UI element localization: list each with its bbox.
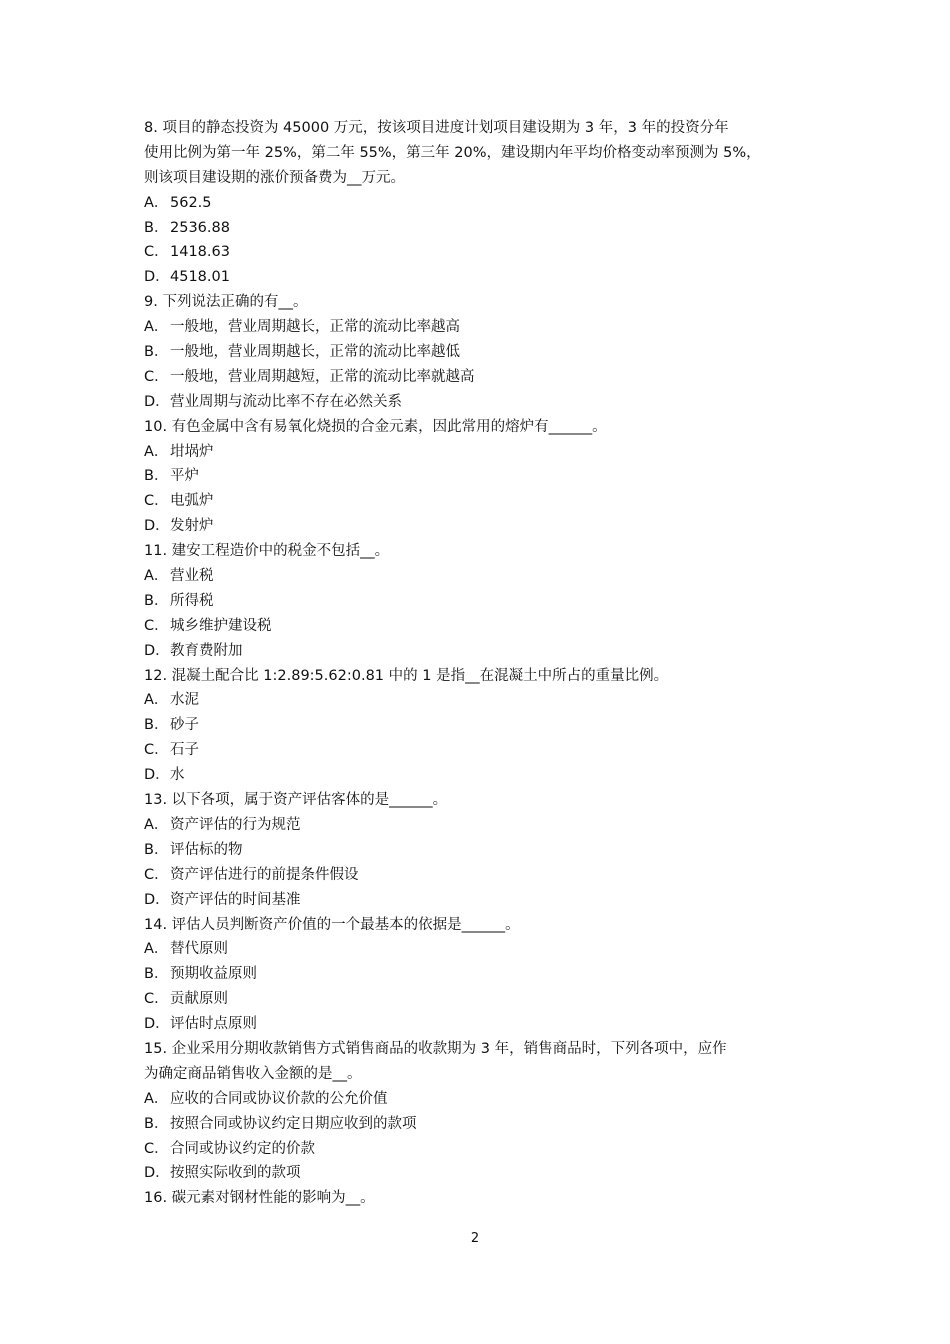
option-text: 评估时点原则 (170, 1016, 257, 1033)
answer-option (144, 564, 814, 589)
option-letter: D． (144, 642, 170, 659)
answer-option (144, 987, 814, 1012)
option-letter: D． (144, 518, 170, 535)
option-letter: B． (144, 841, 169, 858)
question-stem-line: 则该项目建设期的涨价预备费为__万元。 (144, 169, 405, 186)
question-block (144, 1037, 814, 1186)
question-block (144, 788, 814, 912)
answer-option (144, 216, 814, 241)
option-letter: D． (144, 1016, 170, 1033)
option-text: 562.5 (170, 194, 212, 211)
option-letter: C． (144, 617, 169, 634)
option-letter: C． (144, 244, 169, 261)
option-text: 坩埚炉 (170, 443, 214, 460)
answer-option (144, 489, 814, 514)
answer-option (144, 365, 814, 390)
option-text: 水泥 (170, 692, 199, 709)
answer-option (144, 1137, 814, 1162)
option-letter: D． (144, 1165, 170, 1182)
option-text: 评估标的物 (170, 841, 243, 858)
option-letter: C． (144, 368, 169, 385)
answer-option (144, 738, 814, 763)
option-text: 应收的合同或协议价款的公允价值 (170, 1090, 388, 1107)
answer-option (144, 962, 814, 987)
option-text: 平炉 (170, 468, 199, 485)
option-text: 替代原则 (170, 941, 228, 958)
option-letter: B． (144, 717, 169, 734)
question-stem-line: 12. 混凝土配合比 1:2.89:5.62:0.81 中的 1 是指__在混凝土中所占的重量比例。 (144, 667, 669, 684)
option-letter: D． (144, 891, 170, 908)
option-letter: B． (144, 219, 169, 236)
question-stem-line: 14. 评估人员判断资产价值的一个最基本的依据是______。 (144, 916, 520, 933)
option-letter: D． (144, 393, 170, 410)
answer-option (144, 191, 814, 216)
answer-option (144, 1161, 814, 1186)
answer-option (144, 1112, 814, 1137)
question-block (144, 415, 814, 539)
option-letter: C． (144, 866, 169, 883)
option-letter: A． (144, 319, 169, 336)
question-block (144, 116, 814, 290)
option-text: 2536.88 (170, 219, 230, 236)
answer-option (144, 763, 814, 788)
question-block (144, 539, 814, 663)
option-text: 资产评估的时间基准 (170, 891, 301, 908)
option-letter: A． (144, 941, 169, 958)
question-stem-line: 使用比例为第一年 25%，第二年 55%，第三年 20%，建设期内年平均价格变动率预测为 5%， (144, 144, 761, 161)
question-block (144, 664, 814, 788)
option-letter: C． (144, 493, 169, 510)
option-text: 营业周期与流动比率不存在必然关系 (170, 393, 402, 410)
option-letter: A． (144, 194, 169, 211)
answer-option (144, 838, 814, 863)
option-letter: B． (144, 1115, 169, 1132)
option-text: 1418.63 (170, 244, 230, 261)
option-letter: B． (144, 966, 169, 983)
option-text: 4518.01 (170, 269, 230, 286)
option-text: 教育费附加 (170, 642, 243, 659)
answer-option (144, 340, 814, 365)
question-list (144, 116, 814, 1211)
option-letter: A． (144, 816, 169, 833)
option-letter: A． (144, 1090, 169, 1107)
option-letter: D． (144, 269, 170, 286)
answer-option (144, 863, 814, 888)
option-text: 预期收益原则 (170, 966, 257, 983)
option-text: 石子 (170, 742, 199, 759)
option-letter: A． (144, 692, 169, 709)
option-letter: C． (144, 742, 169, 759)
option-letter: A． (144, 568, 169, 585)
question-stem-line: 16. 碳元素对钢材性能的影响为__。 (144, 1190, 375, 1207)
answer-option (144, 464, 814, 489)
option-letter: B． (144, 468, 169, 485)
option-text: 营业税 (170, 568, 214, 585)
option-letter: D． (144, 767, 170, 784)
option-text: 资产评估的行为规范 (170, 816, 301, 833)
question-stem-line: 10. 有色金属中含有易氧化烧损的合金元素，因此常用的熔炉有______。 (144, 418, 607, 435)
answer-option (144, 688, 814, 713)
option-text: 砂子 (170, 717, 199, 734)
option-text: 按照实际收到的款项 (170, 1165, 301, 1182)
answer-option (144, 589, 814, 614)
answer-option (144, 713, 814, 738)
answer-option (144, 514, 814, 539)
option-letter: C． (144, 991, 169, 1008)
option-text: 城乡维护建设税 (170, 617, 272, 634)
answer-option (144, 888, 814, 913)
option-text: 水 (170, 767, 185, 784)
answer-option (144, 614, 814, 639)
option-text: 所得税 (170, 592, 214, 609)
page-number: 2 (470, 1231, 480, 1246)
question-stem-line: 8. 项目的静态投资为 45000 万元，按该项目进度计划项目建设期为 3 年，3 年的投资分年 (144, 120, 729, 136)
answer-option (144, 265, 814, 290)
question-stem-line: 15. 企业采用分期收款销售方式销售商品的收款期为 3 年，销售商品时，下列各项中，应作 (144, 1040, 727, 1057)
question-stem-line: 9. 下列说法正确的有__。 (144, 294, 308, 311)
option-text: 资产评估进行的前提条件假设 (170, 866, 359, 883)
option-text: 发射炉 (170, 518, 214, 535)
option-letter: B． (144, 592, 169, 609)
option-letter: A． (144, 443, 169, 460)
option-text: 一般地，营业周期越短，正常的流动比率就越高 (170, 368, 475, 385)
answer-option (144, 1012, 814, 1037)
option-text: 一般地，营业周期越长，正常的流动比率越高 (170, 319, 460, 336)
answer-option (144, 1087, 814, 1112)
answer-option (144, 937, 814, 962)
answer-option (144, 813, 814, 838)
option-letter: C． (144, 1140, 169, 1157)
answer-option (144, 639, 814, 664)
question-block (144, 913, 814, 1037)
option-text: 贡献原则 (170, 991, 228, 1008)
question-block (144, 1186, 814, 1211)
option-letter: B． (144, 344, 169, 361)
answer-option (144, 390, 814, 415)
option-text: 一般地，营业周期越长，正常的流动比率越低 (170, 344, 460, 361)
option-text: 按照合同或协议约定日期应收到的款项 (170, 1115, 417, 1132)
question-stem-line: 为确定商品销售收入金额的是__。 (144, 1065, 362, 1082)
answer-option (144, 240, 814, 265)
option-text: 合同或协议约定的价款 (170, 1140, 315, 1157)
answer-option (144, 315, 814, 340)
question-stem-line: 13. 以下各项，属于资产评估客体的是______。 (144, 792, 448, 809)
option-text: 电弧炉 (170, 493, 214, 510)
answer-option (144, 440, 814, 465)
question-stem-line: 11. 建安工程造价中的税金不包括__。 (144, 543, 390, 560)
question-block (144, 290, 814, 414)
